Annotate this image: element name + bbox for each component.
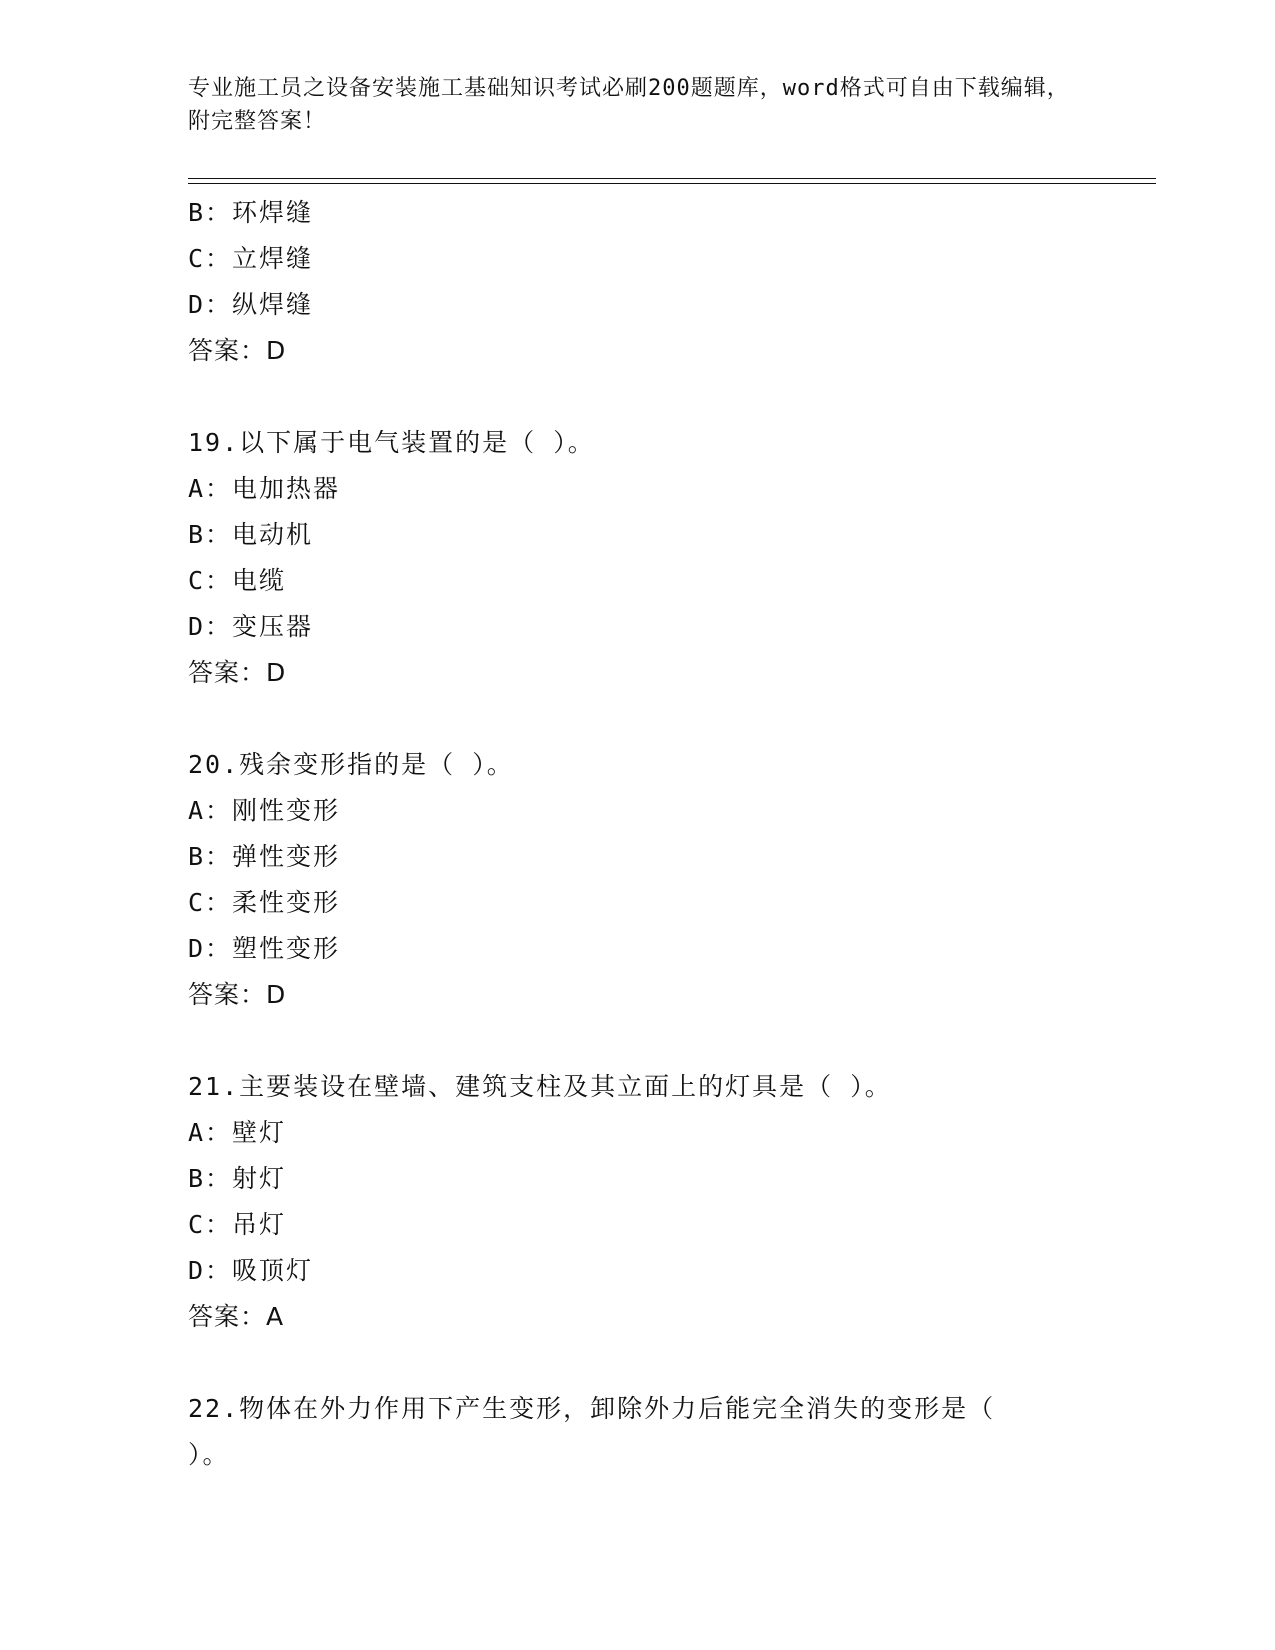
option-row (188, 604, 1088, 650)
question-block-19 (188, 420, 1088, 696)
question-text: 21.主要装设在壁墙、建筑支柱及其立面上的灯具是（ ）。 (188, 1072, 892, 1101)
option-letter: D： (188, 1256, 233, 1285)
answer-line: 答案：D (188, 658, 287, 687)
option-text: 电缆 (232, 566, 287, 595)
option-letter: B： (188, 842, 233, 871)
question-block-22 (188, 1386, 1088, 1478)
option-letter: B： (188, 198, 233, 227)
option-letter: A： (188, 1118, 233, 1147)
option-row (188, 788, 1088, 834)
question-text: 19.以下属于电气装置的是（ ）。 (188, 428, 595, 457)
option-row (188, 1202, 1088, 1248)
question-block-20 (188, 742, 1088, 1018)
question-text: 20.残余变形指的是（ ）。 (188, 750, 514, 779)
answer-line: 答案：A (188, 1302, 285, 1331)
spacer (188, 1340, 1088, 1386)
option-text: 柔性变形 (232, 888, 341, 917)
option-letter: C： (188, 888, 233, 917)
option-row (188, 1156, 1088, 1202)
spacer (188, 1018, 1088, 1064)
option-letter: D： (188, 934, 233, 963)
option-text: 电动机 (232, 520, 314, 549)
option-row (188, 558, 1088, 604)
option-text: 电加热器 (232, 474, 341, 503)
option-letter: C： (188, 244, 233, 273)
option-text: 弹性变形 (232, 842, 341, 871)
option-text: 壁灯 (232, 1118, 287, 1147)
option-row (188, 1248, 1088, 1294)
option-letter: B： (188, 520, 233, 549)
option-letter: D： (188, 612, 233, 641)
option-row (188, 512, 1088, 558)
option-row (188, 1110, 1088, 1156)
answer-line: 答案：D (188, 336, 287, 365)
option-row (188, 190, 1088, 236)
option-row (188, 282, 1088, 328)
option-letter: B： (188, 1164, 233, 1193)
option-text: 吸顶灯 (232, 1256, 314, 1285)
option-letter: D： (188, 290, 233, 319)
option-text: 变压器 (232, 612, 314, 641)
option-text: 纵焊缝 (232, 290, 314, 319)
option-row (188, 834, 1088, 880)
document-header-title: 专业施工员之设备安装施工基础知识考试必刷200题题库，word格式可自由下载编辑，附完整答案！ (188, 76, 1070, 134)
option-text: 立焊缝 (232, 244, 314, 273)
option-row (188, 236, 1088, 282)
question-block-18 (188, 190, 1088, 374)
option-letter: C： (188, 566, 233, 595)
question-list (188, 190, 1088, 1478)
option-row (188, 926, 1088, 972)
option-text: 射灯 (232, 1164, 287, 1193)
option-row (188, 880, 1088, 926)
option-letter: A： (188, 474, 233, 503)
option-text: 环焊缝 (232, 198, 314, 227)
spacer (188, 696, 1088, 742)
answer-line: 答案：D (188, 980, 287, 1009)
option-letter: A： (188, 796, 233, 825)
option-text: 刚性变形 (232, 796, 341, 825)
option-row (188, 466, 1088, 512)
option-letter: C： (188, 1210, 233, 1239)
question-text: 22.物体在外力作用下产生变形，卸除外力后能完全消失的变形是（ ）。 (188, 1394, 996, 1469)
option-text: 塑性变形 (232, 934, 341, 963)
header-divider-top (188, 178, 1156, 179)
header-divider-bottom (188, 183, 1156, 184)
option-text: 吊灯 (232, 1210, 287, 1239)
question-block-21 (188, 1064, 1088, 1340)
spacer (188, 374, 1088, 420)
